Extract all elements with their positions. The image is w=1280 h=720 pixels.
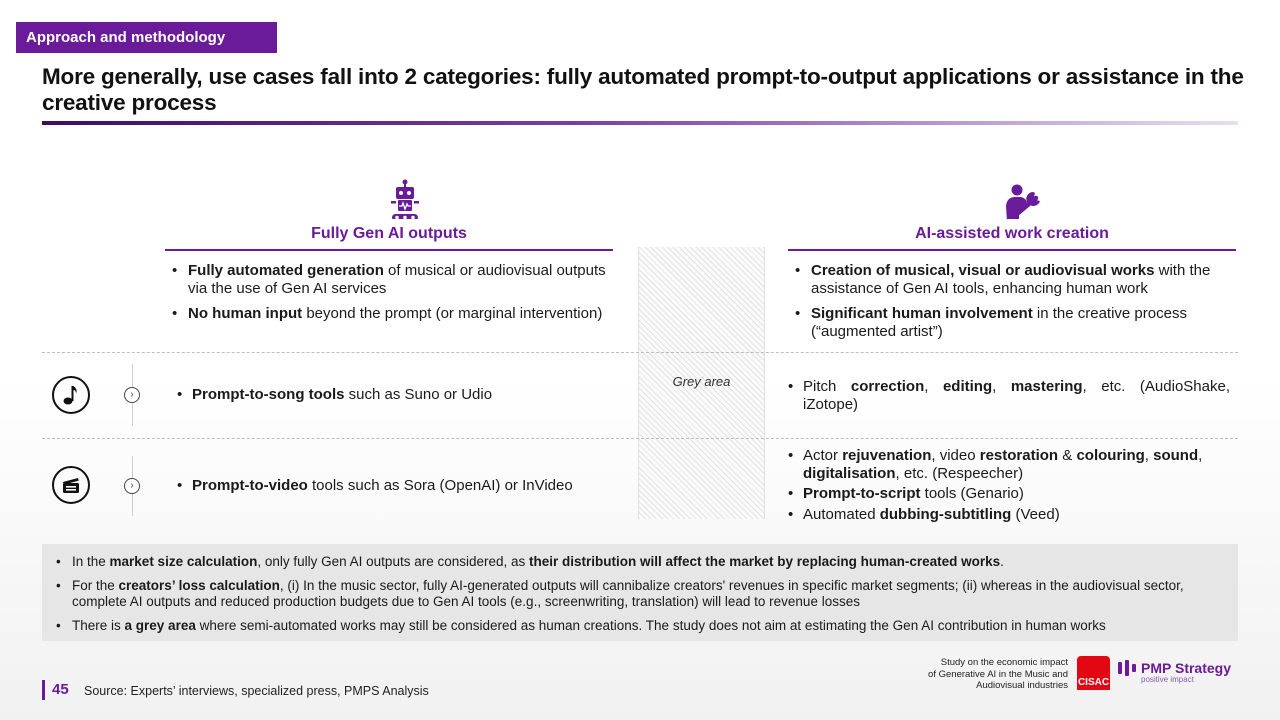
study-title	[900, 657, 1068, 692]
music-note-icon	[52, 376, 90, 414]
list-item: • Significant human involvement in the creative process (“augmented artist”)	[789, 305, 1239, 340]
left-column-description	[166, 262, 616, 331]
study-line: Audiovisual industries	[976, 680, 1068, 691]
video-left-text	[175, 477, 625, 498]
page-number: 45	[52, 681, 69, 698]
notes-box	[42, 544, 1238, 641]
note-item: • For the creators’ loss calculation, (i) In the music sector, fully AI-generated outputs will cannibalize creators' revenues in specific market segments; (ii) whereas in the audiovisual sector, complete AI outputs and reduced production budgets due to Gen AI tools (e.g., screenwriting, translation) will lead to revenue losses	[54, 578, 1228, 611]
study-line: of Generative AI in the Music and	[928, 668, 1068, 680]
pmp-tagline: positive impact	[1141, 675, 1194, 684]
footer-accent-bar	[42, 680, 45, 700]
note-item: • There is a grey area where semi-automated works may still be considered as human creations. The study does not aim at estimating the Gen AI contribution in human works	[54, 618, 1228, 635]
list-item: • No human input beyond the prompt (or marginal intervention)	[166, 305, 616, 323]
list-item: • Automated dubbing-subtitling (Veed)	[786, 506, 1232, 524]
right-column-heading: AI-assisted work creation	[788, 219, 1236, 251]
robot-icon	[388, 178, 422, 222]
source-note: Source: Experts’ interviews, specialized press, PMPS Analysis	[84, 684, 429, 698]
chevron-right-icon: ›	[124, 387, 140, 403]
list-item: • Prompt-to-script tools (Genario)	[786, 485, 1232, 503]
section-tag: Approach and methodology	[16, 22, 277, 53]
grey-area-label: Grey area	[672, 374, 731, 389]
title-underline	[42, 121, 1238, 125]
music-left-text	[175, 386, 625, 407]
list-item: • Prompt-to-song tools such as Suno or Udio	[175, 386, 625, 404]
list-item: • Prompt-to-video tools such as Sora (OpenAI) or InVideo	[175, 477, 625, 495]
pmp-mark-icon	[1118, 660, 1138, 676]
page-title: More generally, use cases fall into 2 categories: fully automated prompt-to-output applications or assistance in the creative process	[42, 64, 1244, 115]
pmp-strategy-logo	[1118, 660, 1231, 684]
study-line: Study on the economic impact	[940, 657, 1068, 668]
list-item: • Creation of musical, visual or audiovisual works with the assistance of Gen AI tools, enhancing human work	[789, 262, 1239, 297]
row-divider	[42, 438, 1238, 439]
video-right-text	[786, 447, 1232, 526]
music-right-text	[786, 378, 1230, 416]
list-item: • Pitch correction, editing, mastering, etc. (AudioShake, iZotope)	[786, 378, 1230, 413]
clapperboard-icon	[52, 466, 90, 504]
list-item: • Actor rejuvenation, video restoration & colouring, sound, digitalisation, etc. (Respeecher)	[786, 447, 1232, 482]
chevron-right-icon: ›	[124, 478, 140, 494]
pmp-name: PMP Strategy	[1141, 660, 1231, 676]
note-item: • In the market size calculation, only fully Gen AI outputs are considered, as their distribution will affect the market by replacing human-created works.	[54, 554, 1228, 571]
row-divider	[42, 352, 1238, 353]
list-item: • Fully automated generation of musical or audiovisual outputs via the use of Gen AI services	[166, 262, 616, 297]
right-column-description	[789, 262, 1239, 348]
left-column-heading: Fully Gen AI outputs	[165, 219, 613, 251]
grey-area-zone	[638, 247, 765, 519]
person-wrench-icon	[1003, 184, 1045, 224]
cisac-logo: CISAC	[1077, 656, 1110, 690]
